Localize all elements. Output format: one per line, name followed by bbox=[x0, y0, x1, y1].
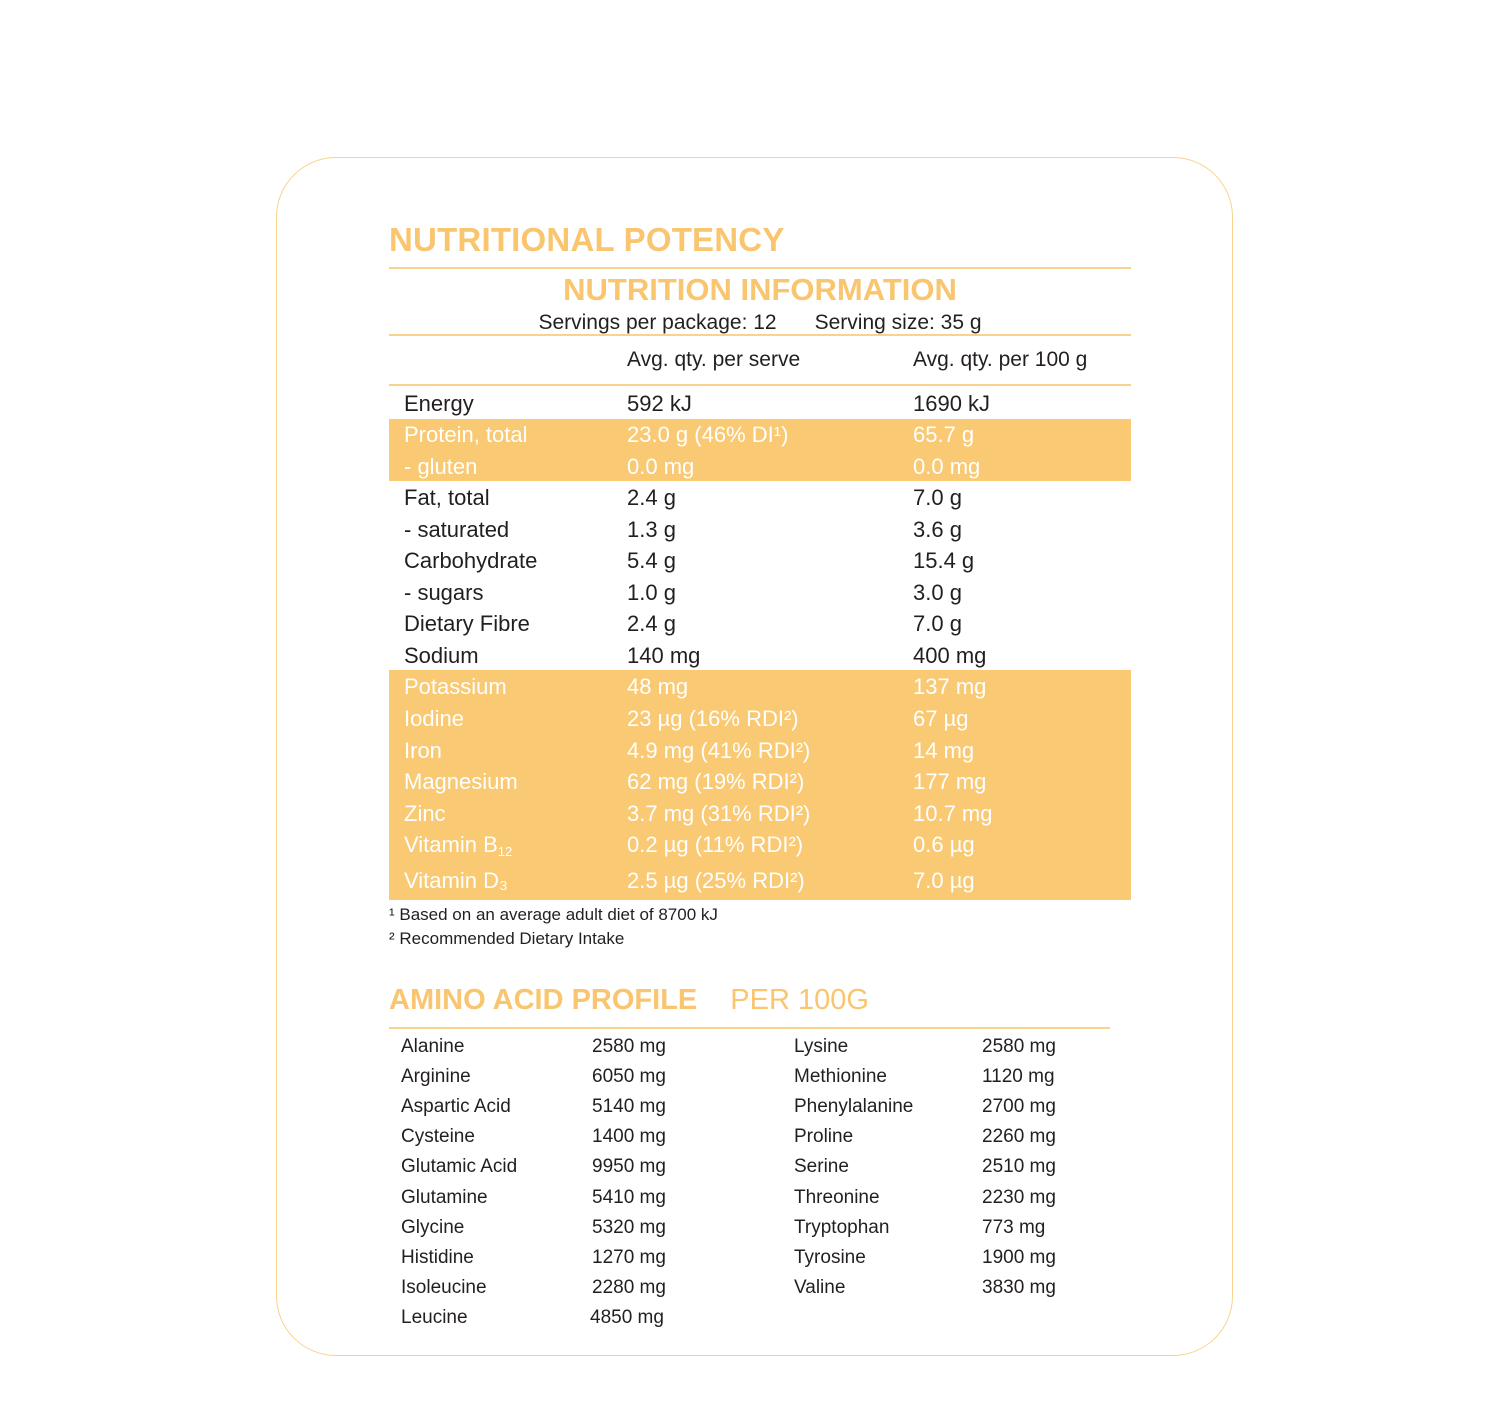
amino-value: 2510 mg bbox=[982, 1156, 1056, 1178]
amino-row bbox=[794, 1092, 1094, 1122]
amino-row bbox=[401, 1062, 701, 1092]
amino-name: Glutamic Acid bbox=[401, 1156, 518, 1178]
amino-heading bbox=[389, 980, 869, 1020]
per-100g-value: 0.6 µg bbox=[913, 832, 975, 857]
amino-value: 773 mg bbox=[982, 1216, 1046, 1238]
amino-title: AMINO ACID PROFILE bbox=[389, 984, 698, 1016]
footnote-2: ² Recommended Dietary Intake bbox=[389, 929, 625, 948]
nutrition-row bbox=[389, 545, 1131, 577]
per-100g-value: 400 mg bbox=[913, 643, 987, 668]
per-100g-value: 3.6 g bbox=[913, 517, 962, 542]
nutrient-name: Potassium bbox=[404, 674, 507, 699]
amino-row bbox=[401, 1183, 701, 1213]
nutrition-row bbox=[389, 829, 1131, 861]
nutrition-info-heading: NUTRITION INFORMATION bbox=[563, 272, 957, 307]
nutrition-row bbox=[389, 608, 1131, 640]
amino-row bbox=[401, 1243, 701, 1273]
serving-size: Serving size: 35 g bbox=[814, 311, 982, 334]
amino-value: 9950 mg bbox=[592, 1156, 666, 1178]
per-100g-value: 7.0 g bbox=[913, 611, 962, 636]
amino-row bbox=[401, 1273, 701, 1303]
amino-name: Proline bbox=[794, 1126, 854, 1148]
amino-name: Methionine bbox=[794, 1066, 887, 1088]
nutrient-name: Iodine bbox=[404, 706, 464, 731]
column-header-per-100g: Avg. qty. per 100 g bbox=[913, 348, 1088, 371]
nutrient-name: Carbohydrate bbox=[404, 548, 538, 573]
per-100g-value: 137 mg bbox=[913, 674, 987, 699]
per-100g-value: 177 mg bbox=[913, 769, 987, 794]
nutrition-row bbox=[389, 640, 1131, 672]
per-serve-value: 2.4 g bbox=[627, 611, 676, 636]
servings-line bbox=[389, 309, 1131, 337]
per-serve-value: 23.0 g (46% DI¹) bbox=[627, 422, 789, 447]
amino-name: Phenylalanine bbox=[794, 1096, 914, 1118]
per-serve-value: 4.9 mg (41% RDI²) bbox=[627, 738, 811, 763]
nutrient-name: - sugars bbox=[404, 580, 484, 605]
per-serve-value: 2.4 g bbox=[627, 485, 676, 510]
amino-row bbox=[794, 1243, 1094, 1273]
title-divider bbox=[389, 267, 1131, 269]
amino-value: 2280 mg bbox=[592, 1276, 666, 1298]
nutrition-row bbox=[389, 451, 1131, 483]
amino-name: Isoleucine bbox=[401, 1276, 487, 1298]
nutrient-name: Fat, total bbox=[404, 485, 490, 510]
amino-divider bbox=[389, 1027, 1110, 1029]
amino-row bbox=[401, 1032, 701, 1062]
per-100g-value: 7.0 µg bbox=[913, 868, 975, 893]
per-serve-value: 140 mg bbox=[627, 643, 701, 668]
per-serve-value: 48 mg bbox=[627, 674, 689, 699]
amino-row bbox=[401, 1213, 701, 1243]
nutrient-name: Dietary Fibre bbox=[404, 611, 530, 636]
amino-value: 3830 mg bbox=[982, 1276, 1056, 1298]
amino-name: Glycine bbox=[401, 1216, 465, 1238]
per-100g-value: 3.0 g bbox=[913, 580, 962, 605]
amino-value: 2260 mg bbox=[982, 1126, 1056, 1148]
per-100g-value: 10.7 mg bbox=[913, 801, 993, 826]
per-100g-value: 7.0 g bbox=[913, 485, 962, 510]
nutrient-name: Magnesium bbox=[404, 769, 518, 794]
amino-row bbox=[794, 1152, 1094, 1182]
amino-value: 1270 mg bbox=[592, 1246, 666, 1268]
amino-row bbox=[794, 1213, 1094, 1243]
amino-unit-label: PER 100G bbox=[730, 984, 869, 1016]
nutrient-name-subscript: 12 bbox=[497, 844, 513, 859]
amino-value: 1120 mg bbox=[982, 1066, 1055, 1088]
nutrition-row bbox=[389, 482, 1131, 514]
per-100g-value: 14 mg bbox=[913, 738, 975, 763]
per-100g-value: 1690 kJ bbox=[913, 391, 991, 416]
nutrient-name: Sodium bbox=[404, 643, 479, 668]
nutrition-row bbox=[389, 388, 1131, 420]
amino-name: Tryptophan bbox=[794, 1216, 890, 1238]
amino-value: 2230 mg bbox=[982, 1186, 1056, 1208]
column-header-per-serve: Avg. qty. per serve bbox=[627, 348, 801, 371]
per-100g-value: 15.4 g bbox=[913, 548, 975, 573]
amino-row bbox=[401, 1303, 701, 1333]
amino-row bbox=[401, 1092, 701, 1122]
amino-row bbox=[794, 1273, 1094, 1303]
amino-row bbox=[401, 1122, 701, 1152]
footnote-1: ¹ Based on an average adult diet of 8700 kJ bbox=[389, 905, 718, 924]
amino-name: Alanine bbox=[401, 1036, 465, 1057]
amino-value: 1900 mg bbox=[982, 1246, 1056, 1268]
per-serve-value: 0.0 mg bbox=[627, 454, 695, 479]
nutrient-name: - saturated bbox=[404, 517, 510, 542]
per-serve-value: 3.7 mg (31% RDI²) bbox=[627, 801, 811, 826]
servings-per-package: Servings per package: 12 bbox=[538, 311, 777, 334]
nutrient-name: Vitamin B bbox=[404, 832, 498, 857]
nutrient-name: Iron bbox=[404, 738, 442, 763]
amino-value: 5320 mg bbox=[592, 1216, 666, 1238]
nutrition-row bbox=[389, 419, 1131, 451]
nutrient-name-group bbox=[404, 829, 512, 861]
amino-row bbox=[401, 1152, 701, 1182]
per-serve-value: 23 µg (16% RDI²) bbox=[627, 706, 799, 731]
nutrition-row bbox=[389, 735, 1131, 767]
amino-value: 2700 mg bbox=[982, 1096, 1056, 1118]
nutrition-row bbox=[389, 577, 1131, 609]
nutrition-row bbox=[389, 865, 1131, 897]
per-serve-value: 62 mg (19% RDI²) bbox=[627, 769, 805, 794]
nutrition-row bbox=[389, 703, 1131, 735]
amino-row bbox=[794, 1183, 1094, 1213]
amino-name: Serine bbox=[794, 1156, 849, 1178]
nutrition-row bbox=[389, 514, 1131, 546]
amino-row bbox=[794, 1122, 1094, 1152]
page-title: NUTRITIONAL POTENCY bbox=[389, 221, 785, 258]
servings-divider bbox=[389, 334, 1131, 336]
per-100g-value: 0.0 mg bbox=[913, 454, 981, 479]
per-serve-value: 1.0 g bbox=[627, 580, 676, 605]
nutrition-row bbox=[389, 766, 1131, 798]
per-serve-value: 2.5 µg (25% RDI²) bbox=[627, 868, 805, 893]
per-serve-value: 0.2 µg (11% RDI²) bbox=[627, 832, 804, 857]
amino-value: 5410 mg bbox=[592, 1186, 666, 1208]
amino-value: 1400 mg bbox=[592, 1126, 666, 1148]
per-serve-value: 5.4 g bbox=[627, 548, 676, 573]
amino-name: Tyrosine bbox=[794, 1246, 866, 1268]
header-divider bbox=[389, 384, 1131, 386]
amino-name: Threonine bbox=[794, 1186, 880, 1208]
amino-value: 2580 mg bbox=[982, 1036, 1056, 1057]
per-100g-value: 65.7 g bbox=[913, 422, 975, 447]
nutrient-name: Zinc bbox=[404, 801, 446, 826]
amino-value: 4850 mg bbox=[590, 1306, 664, 1328]
amino-name: Aspartic Acid bbox=[401, 1096, 511, 1118]
per-100g-value: 67 µg bbox=[913, 706, 969, 731]
amino-name: Leucine bbox=[401, 1306, 468, 1328]
amino-value: 6050 mg bbox=[592, 1066, 666, 1088]
nutrient-name: - gluten bbox=[404, 454, 478, 479]
nutrient-name: Vitamin D₃ bbox=[404, 868, 508, 893]
amino-row bbox=[794, 1032, 1094, 1062]
nutrition-row bbox=[389, 671, 1131, 703]
amino-name: Valine bbox=[794, 1276, 846, 1298]
amino-name: Cysteine bbox=[401, 1126, 475, 1148]
amino-name: Glutamine bbox=[401, 1186, 488, 1208]
per-serve-value: 592 kJ bbox=[627, 391, 692, 416]
amino-value: 2580 mg bbox=[592, 1036, 666, 1057]
per-serve-value: 1.3 g bbox=[627, 517, 676, 542]
amino-name: Arginine bbox=[401, 1066, 471, 1088]
nutrient-name: Energy bbox=[404, 391, 474, 416]
amino-value: 5140 mg bbox=[592, 1096, 666, 1118]
nutrition-row bbox=[389, 798, 1131, 830]
amino-name: Histidine bbox=[401, 1246, 474, 1268]
amino-row bbox=[794, 1062, 1094, 1092]
amino-name: Lysine bbox=[794, 1036, 849, 1057]
nutrient-name: Protein, total bbox=[404, 422, 528, 447]
